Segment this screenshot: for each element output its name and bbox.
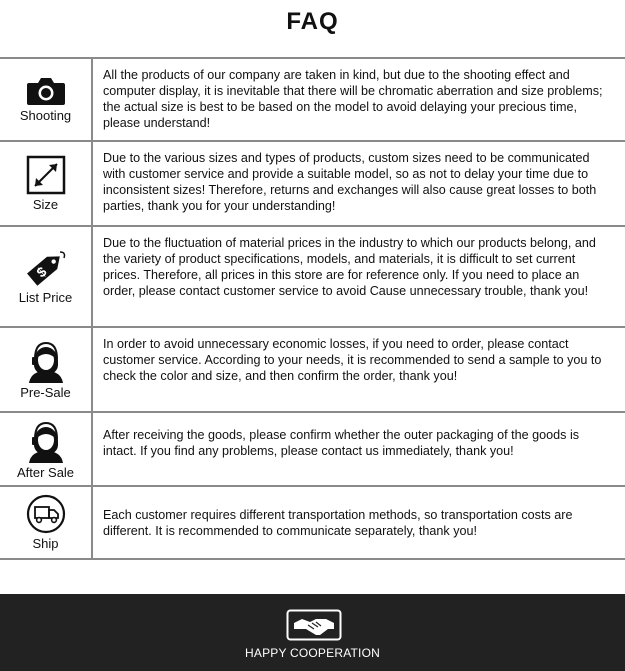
faq-answer: Each customer requires different transportation methods, so transportation costs are different. It is recommended to communicate separately, thank you!: [103, 508, 573, 538]
faq-row-size: [0, 142, 625, 227]
faq-row-shooting: [0, 59, 625, 142]
delivery-truck-icon: [26, 494, 66, 534]
price-tag-icon: [24, 248, 68, 288]
faq-icon-cell: [0, 413, 93, 485]
faq-table: [0, 57, 625, 560]
faq-icon-cell: [0, 487, 93, 558]
faq-label: Ship: [32, 536, 59, 551]
faq-answer: In order to avoid unnecessary economic losses, if you need to order, please contact customer service. According to your needs, it is recommended to send a sample to you to check the color and size, and then confirm the order, thank you!: [103, 337, 602, 383]
camera-icon: [26, 76, 66, 106]
resize-icon: [26, 155, 66, 195]
faq-icon-cell: [0, 142, 93, 225]
faq-icon-cell: [0, 328, 93, 411]
faq-answer: Due to the various sizes and types of products, custom sizes need to be communicated with customer service and provide a suitable model, so as not to delay your time due to inconsistent sizes! Therefore, returns and exchanges will also cause great losses to both parties, thank you for your understanding!: [103, 151, 597, 213]
faq-label: List Price: [18, 290, 73, 305]
faq-row-pre-sale: [0, 328, 625, 413]
faq-answer: All the products of our company are taken in kind, but due to the shooting effect and computer display, it is inevitable that there will be chromatic aberration and size problems; the actual size is best to be based on the model to avoid delaying your precious time, please understand!: [103, 68, 603, 130]
footer-text: HAPPY COOPERATION: [245, 646, 380, 660]
faq-label: Size: [32, 197, 59, 212]
faq-label: Pre-Sale: [20, 385, 71, 400]
faq-icon-cell: [0, 59, 93, 140]
faq-answer: After receiving the goods, please confirm whether the outer packaging of the goods is intact. If you find any problems, please contact us immediately, thank you!: [103, 428, 580, 458]
customer-service-icon: [27, 419, 65, 463]
faq-icon-cell: [0, 227, 93, 326]
svg-text:$: $: [32, 263, 50, 281]
faq-label: Shooting: [19, 108, 72, 123]
faq-row-ship: [0, 487, 625, 560]
customer-service-icon: [27, 339, 65, 383]
handshake-icon: [286, 609, 342, 641]
faq-row-after-sale: [0, 413, 625, 487]
faq-row-list-price: [0, 227, 625, 328]
faq-answer: Due to the fluctuation of material prices in the industry to which our products belong, and the variety of product specifications, models, and materials, it is difficult to set current prices. Therefore, all prices in this store are for reference only. If you need to place an order, please contact customer service to avoid Cause unnecessary trouble, thank you!: [103, 236, 596, 298]
page-title: FAQ: [286, 8, 339, 35]
faq-label: After Sale: [16, 464, 75, 480]
footer-banner: [0, 594, 625, 671]
